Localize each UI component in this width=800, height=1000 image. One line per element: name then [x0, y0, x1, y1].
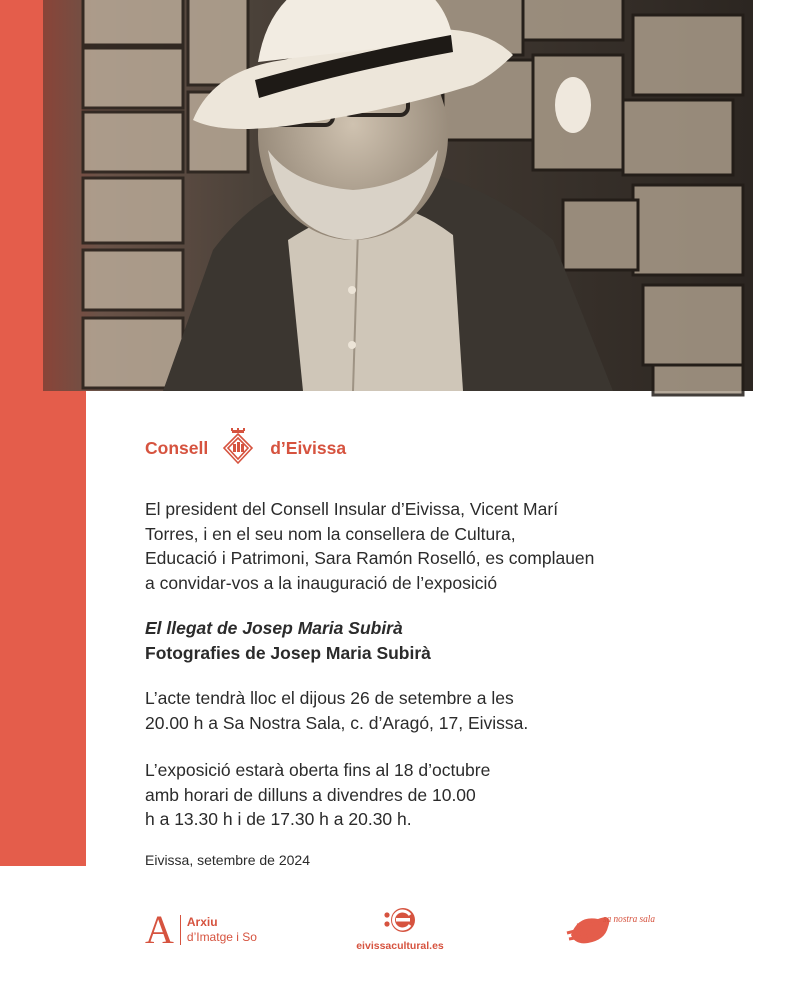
eivissacultural-icon: [382, 905, 418, 935]
exhibition-title: [145, 616, 665, 665]
hours-line: amb horari de dilluns a divendres de 10.00: [145, 784, 476, 805]
hours-line: L’exposició estarà oberta fins al 18 d’octubre: [145, 760, 491, 780]
photo-illustration: [43, 0, 753, 391]
opening-hours: [145, 758, 665, 832]
arxiu-letter: A: [145, 907, 174, 952]
event-line: L’acte tendrà lloc el dijous 26 de setembre a les: [145, 688, 514, 708]
sa-nostra-sala-wordmark: sa nostra sala: [603, 913, 656, 925]
portrait-photo: [43, 0, 753, 391]
exhibition-title-italic: El llegat de Josep Maria Subirà: [145, 618, 403, 638]
consell-logo: [145, 428, 346, 468]
event-details: [145, 686, 665, 735]
eivissacultural-logo: [354, 905, 446, 955]
hours-line: h a 13.30 h i de 17.30 h a 20.30 h.: [145, 809, 412, 829]
arxiu-line1: Arxiu: [186, 915, 218, 929]
arxiu-line2: d’Imatge i So: [186, 930, 257, 944]
consell-crest-icon: [218, 428, 258, 468]
event-line: 20.00 h a Sa Nostra Sala, c. d’Aragó, 17, Eivissa.: [145, 712, 529, 733]
intro-line: a convidar-vos a la inauguració de l’exposició: [145, 572, 498, 593]
sa-nostra-sala-logo: [563, 905, 658, 955]
sa-nostra-sala-brush-mark: [563, 905, 658, 950]
logo-word-eivissa: d’Eivissa: [270, 437, 347, 458]
intro-line: El president del Consell Insular d’Eivissa, Vicent Marí: [145, 499, 559, 519]
exhibition-subtitle: Fotografies de Josep Maria Subirà: [145, 642, 431, 663]
arxiu-divider: [180, 915, 181, 945]
invitation-intro: [145, 497, 665, 595]
intro-line: Educació i Patrimoni, Sara Ramón Roselló, es complauen: [145, 548, 595, 568]
eivissacultural-label: eivissacultural.es: [356, 940, 444, 952]
arxiu-text: [187, 915, 257, 945]
intro-line: Torres, i en el seu nom la consellera de Cultura,: [145, 523, 516, 544]
date-line: Eivissa, setembre de 2024: [145, 852, 310, 868]
arxiu-logo: [145, 905, 257, 955]
logo-word-consell: Consell: [145, 437, 209, 458]
